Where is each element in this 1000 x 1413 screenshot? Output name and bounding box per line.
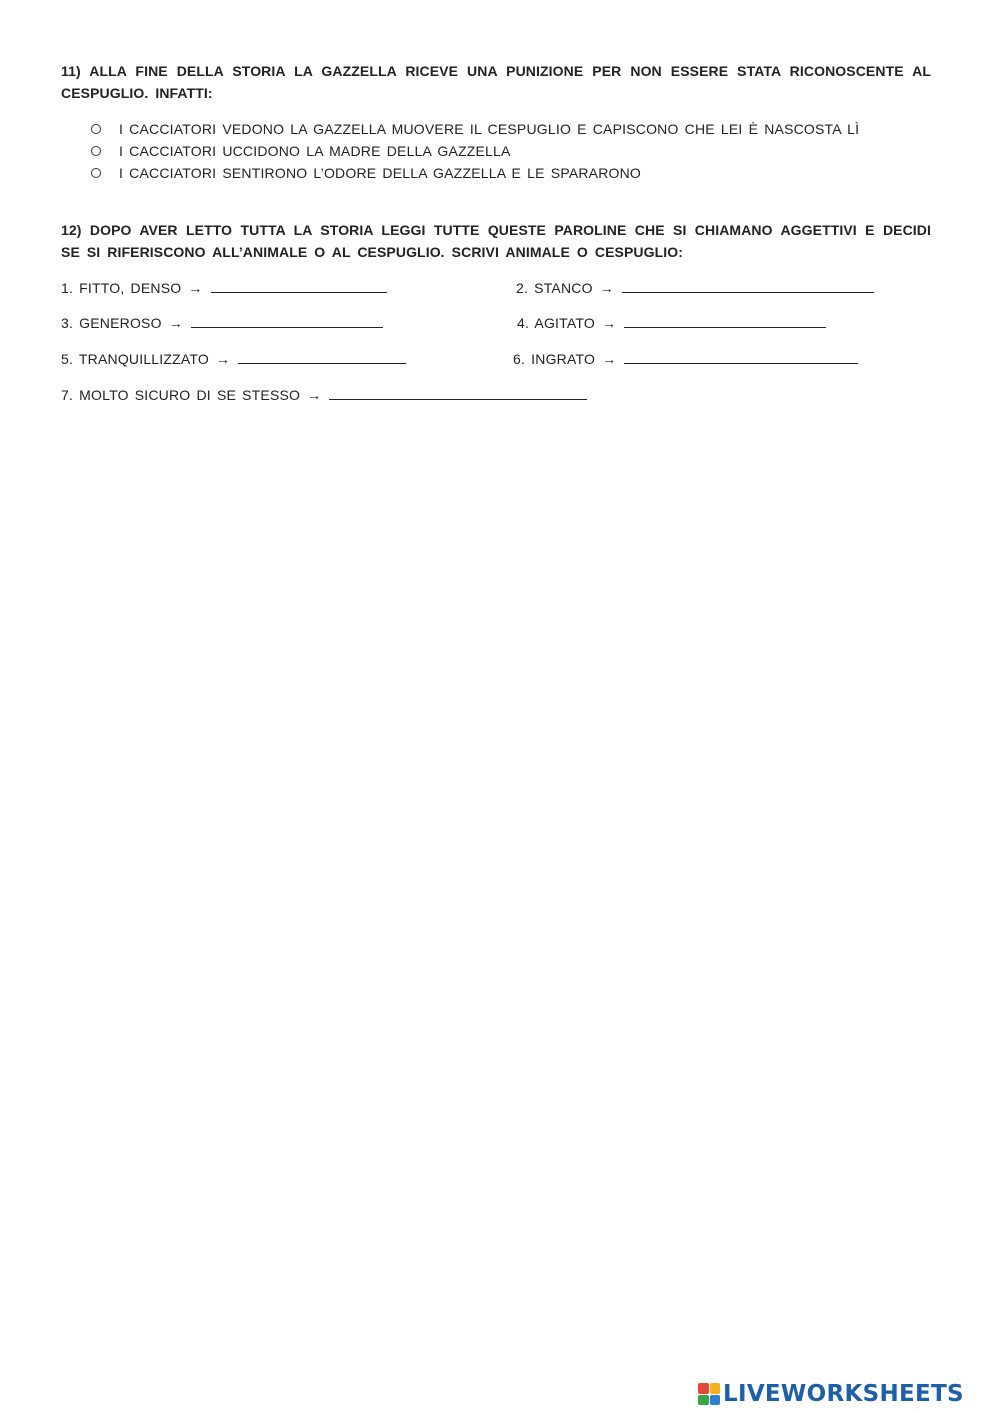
item-word: AGITATO (534, 315, 595, 331)
question-11-options (91, 118, 859, 184)
logo-square-blue (710, 1395, 721, 1406)
logo-square-red (698, 1383, 709, 1394)
adjective-item-3 (61, 313, 383, 333)
answer-field-5[interactable] (238, 349, 406, 364)
liveworksheets-logo-icon (698, 1383, 720, 1405)
item-word: INGRATO (531, 351, 596, 367)
item-word: MOLTO SICURO DI SE STESSO (79, 387, 301, 403)
item-word: FITTO, DENSO (79, 280, 182, 296)
option-3[interactable] (91, 162, 859, 184)
liveworksheets-brand[interactable] (698, 1380, 964, 1408)
answer-field-6[interactable] (624, 349, 858, 364)
logo-square-green (698, 1395, 709, 1406)
arrow-right-icon: → (601, 315, 617, 331)
adjective-item-7 (61, 385, 587, 405)
question-11-title: 11) ALLA FINE DELLA STORIA LA GAZZELLA RICEVE UNA PUNIZIONE PER NON ESSERE STATA RICONOSCENTE AL CESPUGLIO. INFATTI: (61, 63, 931, 101)
item-number: 3. (61, 315, 74, 331)
adjective-item-6 (513, 349, 858, 369)
item-number: 2. (516, 280, 529, 296)
adjective-item-2 (516, 278, 874, 298)
radio-circle-icon[interactable] (91, 146, 101, 156)
item-number: 7. (61, 387, 74, 403)
adjective-item-1 (61, 278, 387, 298)
arrow-right-icon: → (602, 351, 617, 367)
arrow-right-icon: → (188, 280, 203, 296)
option-2[interactable] (91, 140, 859, 162)
logo-square-yellow (710, 1383, 721, 1394)
arrow-right-icon: → (215, 351, 231, 367)
arrow-right-icon: → (599, 280, 614, 296)
radio-circle-icon[interactable] (91, 124, 101, 134)
answer-field-1[interactable] (211, 278, 387, 293)
answer-field-7[interactable] (329, 385, 587, 400)
arrow-right-icon: → (307, 387, 322, 403)
item-number: 5. (61, 351, 74, 367)
radio-circle-icon[interactable] (91, 168, 101, 178)
brand-name: LIVEWORKSHEETS (723, 1381, 964, 1407)
item-word: GENEROSO (79, 315, 162, 331)
option-label: I CACCIATORI VEDONO LA GAZZELLA MUOVERE IL CESPUGLIO E CAPISCONO CHE LEI È NASCOSTA LÌ (119, 121, 860, 137)
item-number: 6. (513, 351, 526, 367)
item-word: STANCO (534, 280, 593, 296)
question-12-title: 12) DOPO AVER LETTO TUTTA LA STORIA LEGGI TUTTE QUESTE PAROLINE CHE SI CHIAMANO AGGETTIVI E DECIDI SE SI RIFERISCONO ALL’ANIMALE O AL CESPUGLIO. SCRIVI ANIMALE O CESPUGLIO: (61, 222, 931, 260)
adjective-item-5 (61, 349, 406, 369)
answer-field-3[interactable] (191, 313, 383, 328)
option-label: I CACCIATORI SENTIRONO L’ODORE DELLA GAZZELLA E LE SPARARONO (119, 165, 642, 181)
option-label: I CACCIATORI UCCIDONO LA MADRE DELLA GAZZELLA (119, 143, 511, 159)
item-word: TRANQUILLIZZATO (78, 351, 209, 367)
arrow-right-icon: → (168, 315, 183, 331)
answer-field-2[interactable] (622, 278, 874, 293)
item-number: 1. (61, 280, 74, 296)
option-1[interactable] (91, 118, 859, 140)
item-number: 4. (517, 315, 530, 331)
answer-field-4[interactable] (624, 313, 826, 328)
adjective-item-4 (517, 313, 826, 333)
